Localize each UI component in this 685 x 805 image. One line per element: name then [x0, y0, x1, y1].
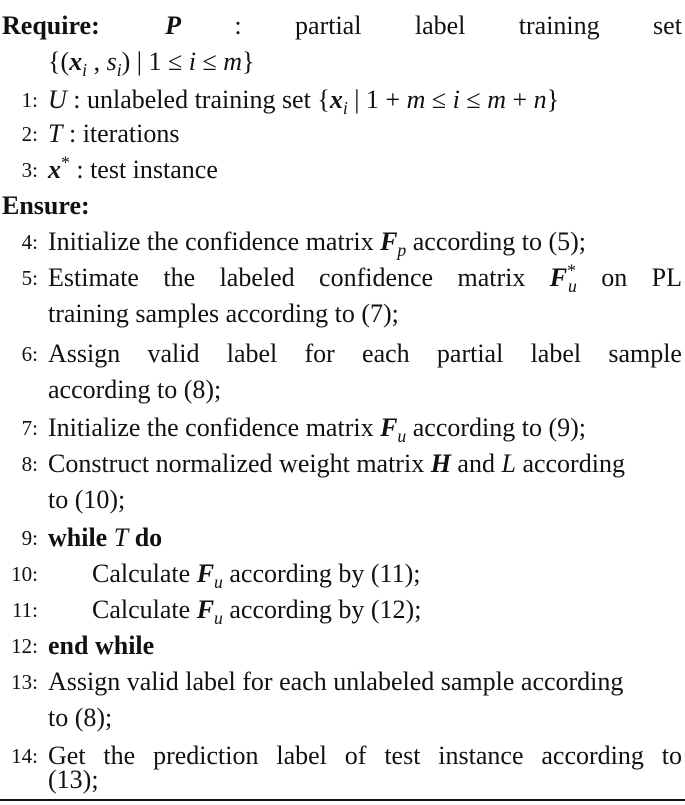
algorithm-block: Require: P : partial label training set {($x_i$ , $s_i$) | 1 ≤ i ≤ m} 1: U : unlabeled training set {$x_i$ | 1 + m ≤ i ≤ m + n} 2: T : iterations 3: x* : test instance Ensure: 4: Initialize the confidence matrix $F_p$ according to (5); 5: Estimate the labeled confidence matrix $F^*_u$ on PL training samples according to (7); 6: Assign valid label for each partial label sample according to (8); 7: Initialize the confidence matrix $F_u$ according to (9); 8: Construct normalized weight matrix H and L according to (10); 9: while T do 10: Calculate $F_u$ according by (11); 11: Calculate $F_u$ according by (12); 12: end while 13: Assign valid label for each unlabeled sample according to (8); 14: Get the prediction label of test instance according to (13);	[0, 0, 685, 805]
step-13-text-b: to (8);	[48, 703, 113, 732]
ensure-label: Ensure:	[2, 191, 90, 220]
step-8-text-a: Construct normalized weight matrix H and L according	[48, 449, 625, 478]
step-5-text-a: Estimate the labeled confidence matrix $F^*_u$ on PL	[48, 260, 682, 297]
step-9-text: while T do	[48, 523, 163, 552]
step-1-text: U : unlabeled training set {$x_i$ | 1 + m ≤ i ≤ m + n}	[48, 85, 560, 119]
step-6-text-a: Assign valid label for each partial label sample	[48, 339, 682, 368]
step-14-text-a: Get the prediction label of test instance according to	[48, 741, 682, 770]
step-13-text-a: Assign valid label for each unlabeled sample according	[48, 667, 624, 696]
step-4-text: Initialize the confidence matrix $F_p$ according to (5);	[48, 227, 587, 261]
step-10-text: Calculate $F_u$ according by (11);	[92, 559, 421, 593]
step-11-text: Calculate $F_u$ according by (12);	[92, 595, 422, 629]
require-set: {($x_i$ , $s_i$) | 1 ≤ i ≤ m}	[48, 47, 255, 81]
step-8-text-b: to (10);	[48, 485, 126, 514]
step-7-text: Initialize the confidence matrix $F_u$ according to (9);	[48, 413, 587, 447]
step-2-text: T : iterations	[48, 119, 180, 148]
require-label: Require:	[2, 11, 100, 40]
bottom-rule	[0, 799, 685, 801]
step-14-text-b: (13);	[48, 765, 99, 794]
step-3-text: x* : test instance	[48, 152, 218, 184]
step-12-text: end while	[48, 631, 155, 660]
step-6-text-b: according to (8);	[48, 375, 222, 404]
step-5-text-b: training samples according to (7);	[48, 299, 399, 328]
